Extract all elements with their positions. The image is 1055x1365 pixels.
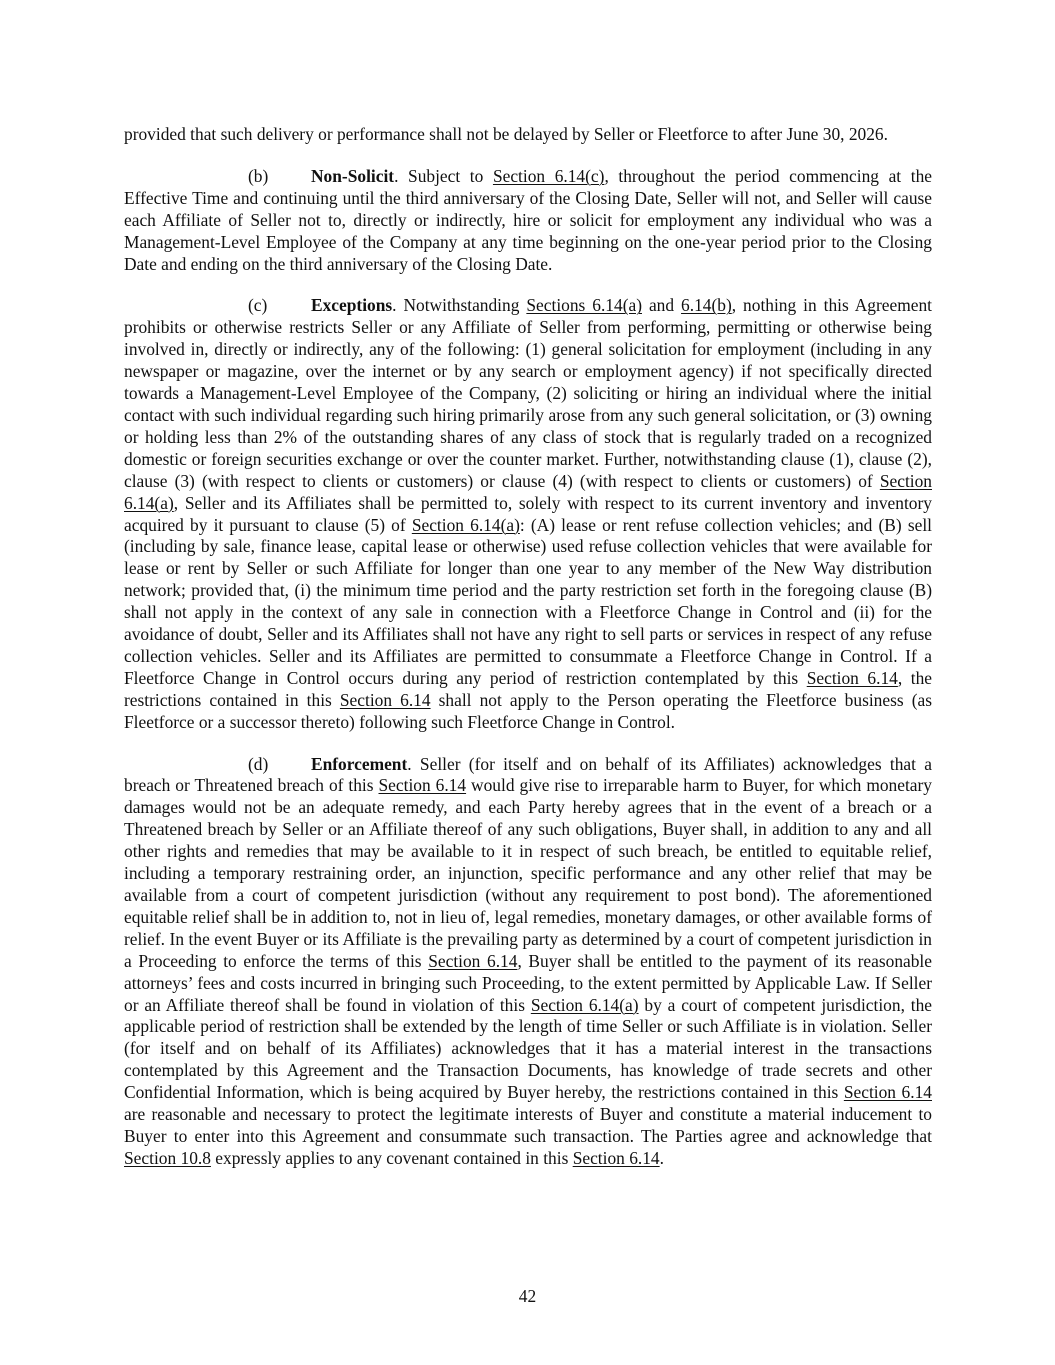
- paragraph-c-exceptions: [124, 295, 932, 733]
- clause-text: and: [642, 295, 682, 316]
- section-reference: Section 6.14: [843, 1082, 932, 1103]
- clause-text: are reasonable and necessary to protect the legitimate interests of Buyer and constitute a material inducement to Buyer to enter into this Agreement and consummate such transaction. The Parties agree and acknowledge that: [124, 1104, 932, 1146]
- clause-heading-non-solicit: Non-Solicit: [311, 165, 395, 186]
- clause-text: .: [659, 1147, 664, 1168]
- section-reference: Section 10.8: [124, 1147, 211, 1168]
- section-reference: Section 6.14: [339, 689, 431, 710]
- clause-label-d: (d): [248, 753, 269, 774]
- section-reference: Section 6.14(a): [124, 470, 932, 513]
- clause-text: , throughout the period commencing at the Effective Time and continuing until the third anniversary of the Closing Date, Seller will not, and Seller will cause each Affiliate of Seller not to, directly or indirectly, hire or solicit for employment any individual who was a Management-Level Employee of the Company at any time beginning on the one-year period prior to the Closing Date and ending on the third anniversary of the Closing Date.: [124, 165, 932, 274]
- section-reference: Section 6.14(a): [411, 514, 520, 535]
- section-reference: Section 6.14: [378, 775, 467, 796]
- paragraph-b-non-solicit: [124, 166, 932, 276]
- paragraph-intro: [124, 124, 932, 146]
- clause-text: , Buyer shall be entitled to the payment of its reasonable attorneys’ fees and costs incurred in bringing such Proceeding, to the extent permitted by Applicable Law. If Seller or an Affiliate thereof shall be found in violation of this: [124, 950, 932, 1015]
- document-body: [124, 124, 932, 1170]
- section-reference: Section 6.14(c): [492, 165, 605, 186]
- clause-heading-exceptions: Exceptions: [311, 295, 393, 316]
- paragraph-d-enforcement: [124, 754, 932, 1170]
- clause-text: shall not apply to the Person operating the Fleetforce business (as Fleetforce or a successor thereto) following such Fleetforce Change in Control.: [124, 689, 932, 732]
- clause-label-b: (b): [248, 165, 269, 186]
- clause-text: . Subject to: [394, 165, 493, 186]
- clause-text: , Seller and its Affiliates shall be permitted to, solely with respect to its current inventory and inventory acquired by it pursuant to clause (5) of: [124, 492, 932, 535]
- clause-text: expressly applies to any covenant contained in this: [210, 1147, 573, 1168]
- clause-text: , nothing in this Agreement prohibits or otherwise restricts Seller or any Affiliate of Seller from performing, permitting or otherwise being involved in, directly or indirectly, any of the following: (1) general solicitation for employment (including in any newspaper or magazine, over the internet or by any search or employment agency) if not specifically directed towards a Management-Level Employee of the Company, (2) soliciting or hiring an individual where the initial contact with such individual regarding such hiring primarily arose from any such general solicitation, or (3) owning or holding less than 2% of the outstanding shares of any class of stock that is regularly traded on a recognized domestic or foreign securities exchange or over the counter market. Further, notwithstanding clause (1), clause (2), clause (3) (with respect to clients or customers) or clause (4) (with respect to clients or customers) of: [124, 295, 933, 491]
- clause-text: , the restrictions contained in this: [124, 667, 932, 710]
- clause-text: by a court of competent jurisdiction, the applicable period of restriction shall be extended by the length of time Seller or such Affiliate is in violation. Seller (for itself and on behalf of its Affiliates) acknowledges that it has a material interest in the transactions contemplated by this Agreement and the Transaction Documents, has knowledge of trade secrets and other Confidential Information, which is being acquired by Buyer hereby, the restrictions contained in this: [124, 994, 933, 1103]
- clause-heading-enforcement: Enforcement: [311, 753, 408, 774]
- clause-text: . Notwithstanding: [392, 295, 527, 316]
- section-reference: 6.14(b): [681, 295, 732, 316]
- paragraph-intro-text: provided that such delivery or performance shall not be delayed by Seller or Fleetforce to after June 30, 2026.: [124, 124, 888, 144]
- section-reference: Section 6.14: [428, 950, 518, 971]
- section-reference: Section 6.14: [806, 667, 898, 688]
- section-reference: Sections 6.14(a): [526, 295, 642, 316]
- clause-text: . Seller (for itself and on behalf of its Affiliates) acknowledges that a breach or Threatened breach of this: [124, 753, 932, 796]
- section-reference: Section 6.14: [572, 1147, 660, 1168]
- section-reference: Section 6.14(a): [530, 994, 639, 1015]
- clause-text: would give rise to irreparable harm to Buyer, for which monetary damages would not be an adequate remedy, and each Party hereby agrees that in the event of a breach or a Threatened breach by Seller or an Affiliate thereof of any such obligations, Buyer shall, in addition to any and all other rights and remedies that may be available to it in respect of such breach, be entitled to equitable relief, including a temporary restraining order, an injunction, specific performance and any other relief that may be available from a court of competent jurisdiction (without any requirement to post bond). The aforementioned equitable relief shall be in addition to, not in lieu of, legal remedies, monetary damages, or other available forms of relief. In the event Buyer or its Affiliate is the prevailing party as determined by a court of competent jurisdiction in a Proceeding to enforce the terms of this: [124, 775, 932, 971]
- clause-label-c: (c): [248, 295, 268, 316]
- clause-text: : (A) lease or rent refuse collection vehicles; and (B) sell (including by sale, finance lease, capital lease or otherwise) used refuse collection vehicles that were available for lease or rent by Seller or such Affiliate for longer than one year to any member of the New Way distribution network; provided that, (i) the minimum time period and the party restriction set forth in the foregoing clause (B) shall not apply in the context of any sale in connection with a Fleetforce Change in Control and (ii) for the avoidance of doubt, Seller and its Affiliates shall not have any right to sell parts or services in respect of any refuse collection vehicles. Seller and its Affiliates are permitted to consummate a Fleetforce Change in Control. If a Fleetforce Change in Control occurs during any period of restriction contemplated by this: [124, 514, 932, 688]
- page-number: 42: [518, 1286, 537, 1306]
